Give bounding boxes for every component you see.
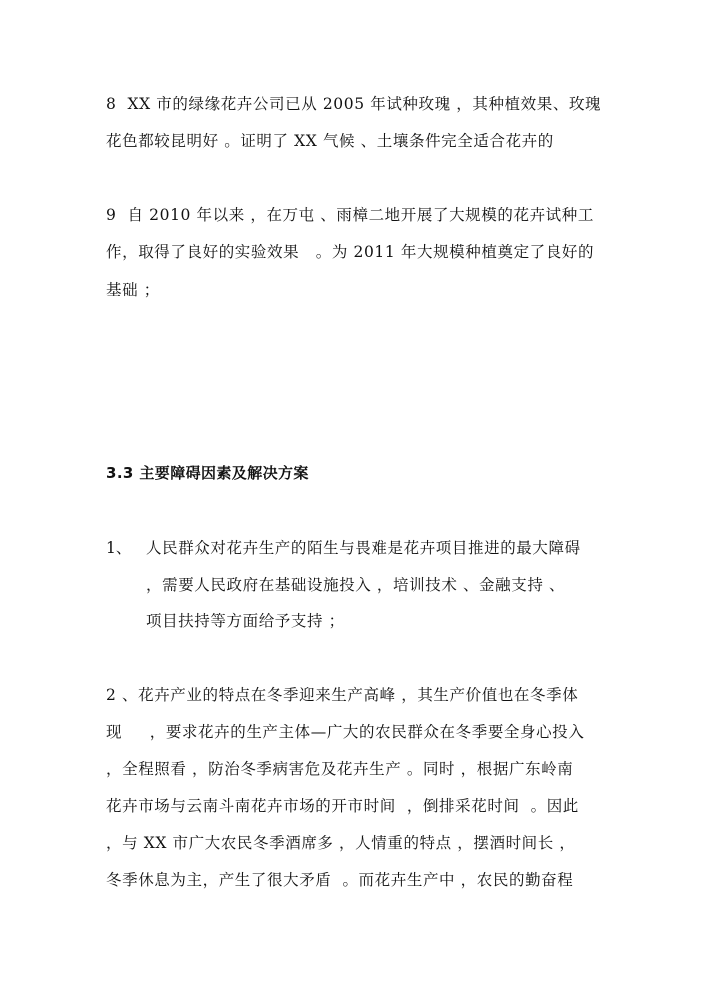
paragraph-8-line-2: 花色都较昆明好 。证明了 XX 气候 、土壤条件完全适合花卉的 bbox=[106, 132, 554, 150]
item-2-line-6: 冬季休息为主，产生了很大矛盾 。而花卉生产中 ，农民的勤奋程 bbox=[106, 871, 574, 889]
item-1-line-3: 项目扶持等方面给予支持 ； bbox=[146, 612, 345, 630]
item-2-line-5: ，与 XX 市广大农民冬季酒席多 ，人情重的特点 ，摆酒时间长 ， bbox=[106, 834, 576, 852]
paragraph-8-line-1: 8 XX 市的绿缘花卉公司已从 2005 年试种玫瑰 ，其种植效果、玫瑰 bbox=[106, 95, 602, 113]
item-2-line-3: ，全程照看 ，防治冬季病害危及花卉生产 。同时 ，根据广东岭南 bbox=[106, 760, 574, 778]
item-1-number: 1、 bbox=[106, 539, 132, 557]
section-heading: 3.3 主要障碍因素及解决方案 bbox=[106, 464, 309, 482]
paragraph-9-line-3: 基础 ； bbox=[106, 281, 160, 299]
item-2-line-1: 2 、花卉产业的特点在冬季迎来生产高峰 ，其生产价值也在冬季体 bbox=[106, 686, 579, 704]
item-2-line-4: 花卉市场与云南斗南花卉市场的开市时间 ，倒排采花时间 。因此 bbox=[106, 797, 579, 815]
paragraph-9-line-2: 作，取得了良好的实验效果 。为 2011 年大规模种植奠定了良好的 bbox=[106, 243, 595, 261]
item-1-line-2: ，需要人民政府在基础设施投入 ，培训技术 、金融支持 、 bbox=[146, 576, 566, 594]
paragraph-9-line-1: 9 自 2010 年以来 ，在万屯 、雨樟二地开展了大规模的花卉试种工 bbox=[106, 206, 594, 224]
item-1-line-1: 人民群众对花卉生产的陌生与畏难是花卉项目推进的最大障碍 bbox=[146, 539, 581, 557]
item-2-line-2: 现 ，要求花卉的生产主体—广大的农民群众在冬季要全身心投入 bbox=[106, 723, 585, 741]
